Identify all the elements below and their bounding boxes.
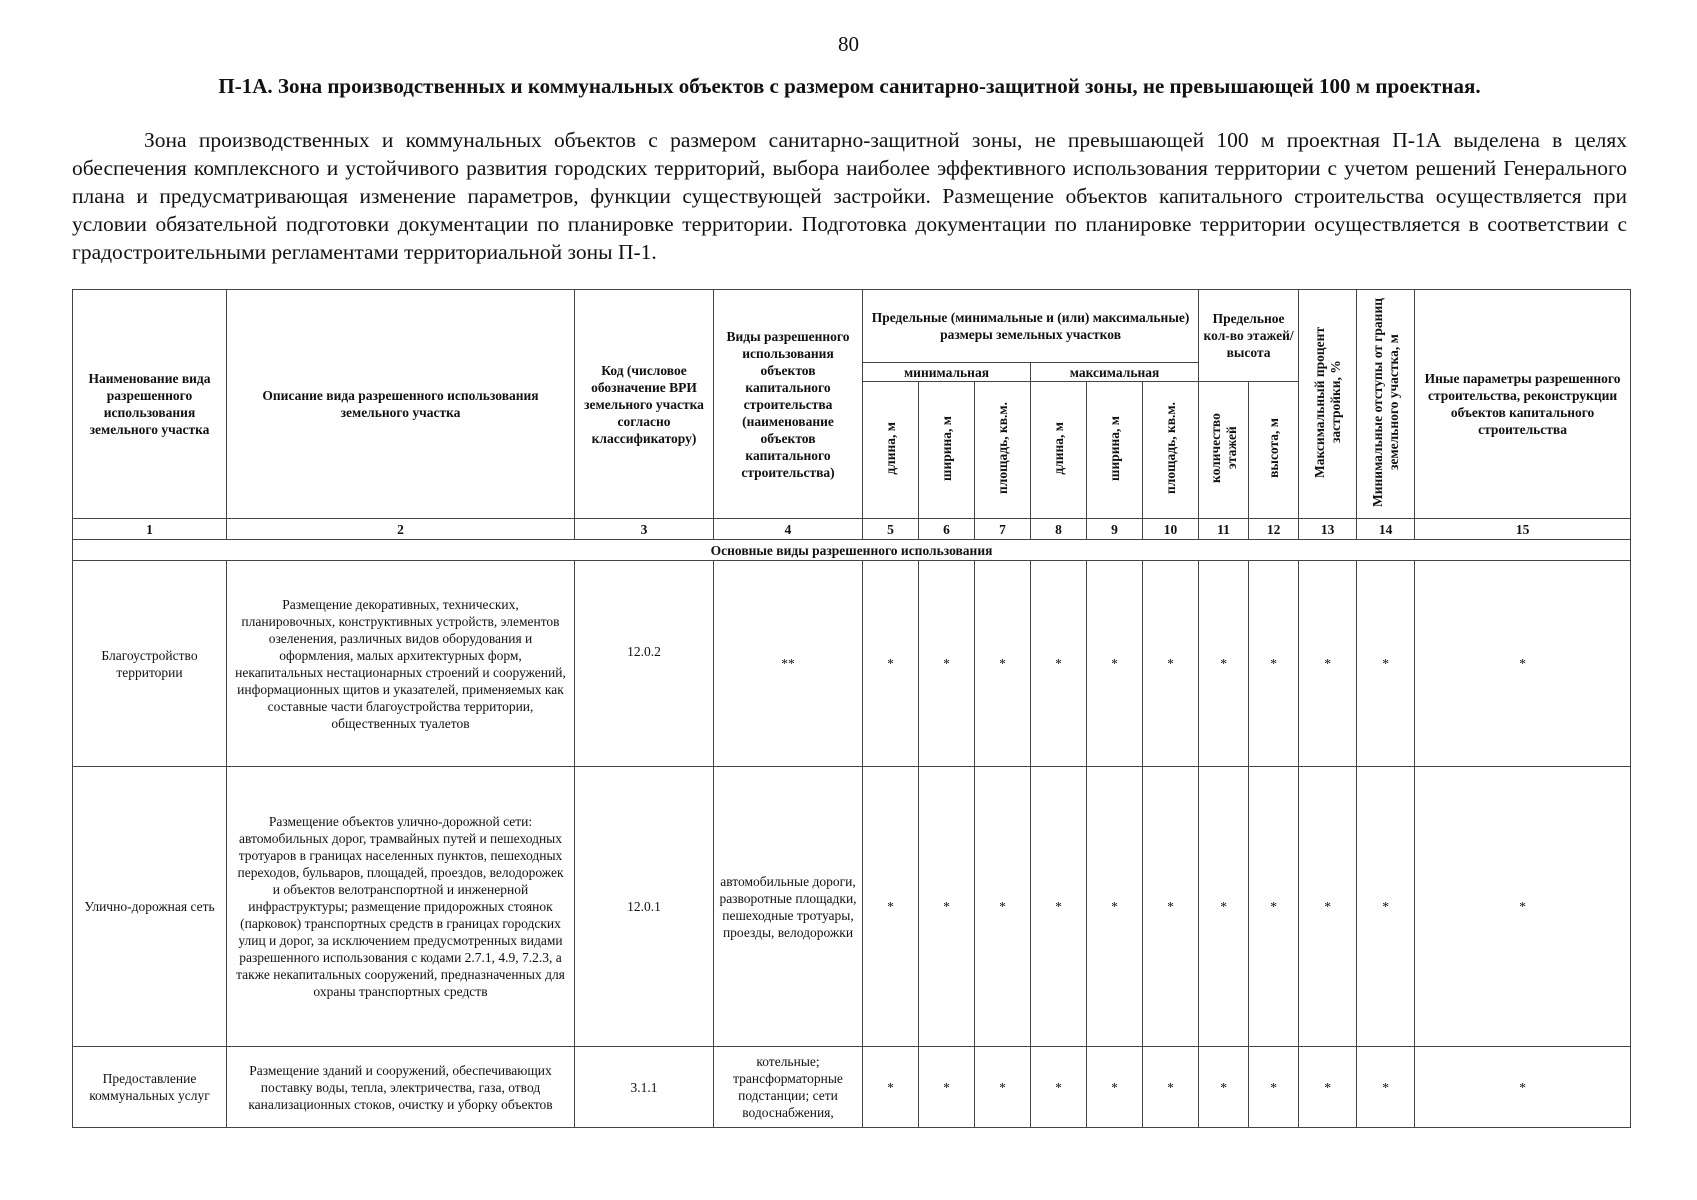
row-value: * xyxy=(1249,1047,1299,1128)
row-value: * xyxy=(1299,561,1357,767)
row-description: Размещение декоративных, технических, планировочных, конструктивных устройств, элементов озеленения, различных видов оборудования и оформления, малых архитектурных форм, некапитальных нестационарных строений и сооружений, информационных щитов и указателей, применяемых как составные части благоустройства территории, общественных туалетов xyxy=(227,561,575,767)
row-code: 12.0.1 xyxy=(575,767,714,1047)
column-number: 14 xyxy=(1357,519,1415,540)
row-name: Предоставление коммунальных услуг xyxy=(73,1047,227,1128)
header-min-length: длина, м xyxy=(863,382,919,519)
column-number: 13 xyxy=(1299,519,1357,540)
header-height: высота, м xyxy=(1249,382,1299,519)
row-value: * xyxy=(1087,561,1143,767)
row-value: * xyxy=(1249,561,1299,767)
row-value: * xyxy=(1143,1047,1199,1128)
row-value: * xyxy=(1415,767,1631,1047)
row-value: * xyxy=(1299,1047,1357,1128)
row-value: * xyxy=(1415,1047,1631,1128)
header-minimal: минимальная xyxy=(863,363,1031,382)
row-value: * xyxy=(1357,561,1415,767)
row-value: * xyxy=(1087,1047,1143,1128)
row-code: 3.1.1 xyxy=(575,1047,714,1128)
row-value: * xyxy=(863,561,919,767)
column-number: 15 xyxy=(1415,519,1631,540)
row-value: * xyxy=(1143,767,1199,1047)
row-value: * xyxy=(863,767,919,1047)
column-number: 4 xyxy=(714,519,863,540)
row-value: * xyxy=(1199,561,1249,767)
column-number: 3 xyxy=(575,519,714,540)
column-number: 10 xyxy=(1143,519,1199,540)
column-number: 7 xyxy=(975,519,1031,540)
header-min-setback: Минимальные отступы от границ земельного участка, м xyxy=(1357,290,1415,519)
row-value: * xyxy=(1031,561,1087,767)
row-value: * xyxy=(1031,767,1087,1047)
header-description: Описание вида разрешенного использования земельного участка xyxy=(227,290,575,519)
row-value: * xyxy=(1357,1047,1415,1128)
row-description: Размещение зданий и сооружений, обеспечивающих поставку воды, тепла, электричества, газа, отвод канализационных стоков, очистку и уборку объектов xyxy=(227,1047,575,1128)
header-min-area: площадь, кв.м. xyxy=(975,382,1031,519)
row-value: * xyxy=(919,767,975,1047)
row-value: * xyxy=(1143,561,1199,767)
row-value: * xyxy=(1357,767,1415,1047)
row-value: * xyxy=(1249,767,1299,1047)
header-max-width: ширина, м xyxy=(1087,382,1143,519)
header-kinds: Виды разрешенного использования объектов капитального строительства (наименование объектов капитального строительства) xyxy=(714,290,863,519)
row-name: Улично-дорожная сеть xyxy=(73,767,227,1047)
header-limit-sizes: Предельные (минимальные и (или) максимальные) размеры земельных участков xyxy=(863,290,1199,363)
row-description: Размещение объектов улично-дорожной сети: автомобильных дорог, трамвайных путей и пешеходных тротуаров в границах населенных пунктов, пешеходных переходов, бульваров, площадей, проездов, велодорожек и объектов велотранспортной и инженерной инфраструктуры; размещение придорожных стоянок (парковок) транспортных средств в границах городских улиц и дорог, за исключением предусмотренных видами разрешенного использования с кодами 2.7.1, 4.9, 7.2.3, а также некапитальных сооружений, предназначенных для охраны транспортных средств xyxy=(227,767,575,1047)
row-kinds: ** xyxy=(714,561,863,767)
header-max-length: длина, м xyxy=(1031,382,1087,519)
column-number: 12 xyxy=(1249,519,1299,540)
section-title: Основные виды разрешенного использования xyxy=(73,540,1631,561)
row-value: * xyxy=(975,767,1031,1047)
row-kinds: автомобильные дороги, разворотные площадки, пешеходные тротуары, проезды, велодорожки xyxy=(714,767,863,1047)
row-value: * xyxy=(975,1047,1031,1128)
header-floors: количество этажей xyxy=(1199,382,1249,519)
header-code: Код (числовое обозначение ВРИ земельного участка согласно классификатору) xyxy=(575,290,714,519)
page-number: 80 xyxy=(838,32,859,56)
row-value: * xyxy=(863,1047,919,1128)
header-max-percent: Максимальный процент застройки, % xyxy=(1299,290,1357,519)
row-name: Благоустройство территории xyxy=(73,561,227,767)
header-name: Наименование вида разрешенного использования земельного участка xyxy=(73,290,227,519)
row-value: * xyxy=(1087,767,1143,1047)
header-other: Иные параметры разрешенного строительства, реконструкции объектов капитального строительства xyxy=(1415,290,1631,519)
column-number: 1 xyxy=(73,519,227,540)
page-title: П-1А. Зона производственных и коммунальных объектов с размером санитарно-защитной зоны, не превышающей 100 м проектная. xyxy=(218,74,1481,98)
row-value: * xyxy=(919,561,975,767)
row-value: * xyxy=(1199,767,1249,1047)
column-number: 6 xyxy=(919,519,975,540)
column-number: 9 xyxy=(1087,519,1143,540)
column-number: 11 xyxy=(1199,519,1249,540)
column-number: 5 xyxy=(863,519,919,540)
table-row xyxy=(73,767,1631,1047)
row-value: * xyxy=(1415,561,1631,767)
table-row xyxy=(73,1047,1631,1128)
row-value: * xyxy=(919,1047,975,1128)
header-maximal: максимальная xyxy=(1031,363,1199,382)
row-value: * xyxy=(1299,767,1357,1047)
zoning-table xyxy=(72,289,1631,1128)
header-max-area: площадь, кв.м. xyxy=(1143,382,1199,519)
column-number: 2 xyxy=(227,519,575,540)
row-value: * xyxy=(1031,1047,1087,1128)
column-number-row xyxy=(73,519,1631,540)
row-value: * xyxy=(1199,1047,1249,1128)
header-floors-height: Предельное кол-во этажей/ высота xyxy=(1199,290,1299,382)
intro-paragraph: Зона производственных и коммунальных объектов с размером санитарно-защитной зоны, не превышающей 100 м проектная П-1А выделена в целях обеспечения комплексного и устойчивого развития городских территорий, выбора наиболее эффективного использования территории с учетом решений Генерального плана и предусматривающая изменение параметров, функции существующей застройки. Размещение объектов капитального строительства осуществляется при условии обязательной подготовки документации по планировке территории. Подготовка документации по планировке территории осуществляется в соответствии с градостроительными регламентами территориальной зоны П-1. xyxy=(72,128,1627,264)
row-code: 12.0.2 xyxy=(575,561,714,767)
row-value: * xyxy=(975,561,1031,767)
header-min-width: ширина, м xyxy=(919,382,975,519)
row-kinds: котельные; трансформаторные подстанции; сети водоснабжения, xyxy=(714,1047,863,1128)
table-row xyxy=(73,561,1631,767)
column-number: 8 xyxy=(1031,519,1087,540)
